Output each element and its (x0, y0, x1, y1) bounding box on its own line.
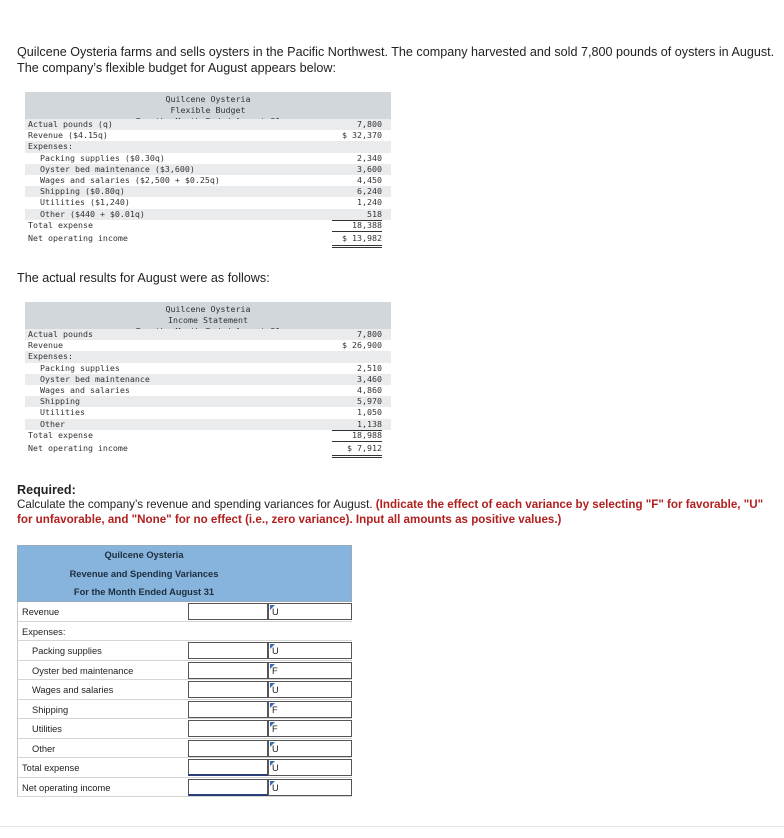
row-value: 5,970 (357, 396, 382, 407)
row-label: Shipping (32, 704, 69, 715)
packing-supplies-effect-select[interactable] (268, 642, 352, 659)
total-expense-effect-select[interactable] (268, 759, 352, 776)
revenue-variance-row (17, 602, 352, 622)
revenue-variance-input[interactable] (188, 603, 268, 620)
row-value: 1,050 (357, 407, 382, 418)
row-label: Total expense (28, 429, 93, 440)
row-value: $ 7,912 (332, 441, 382, 458)
expense-row (25, 197, 391, 208)
row-label: Packing supplies (40, 362, 120, 373)
total-expense-row (25, 430, 391, 441)
oyster-bed-maintenance-input[interactable] (188, 662, 268, 679)
required-instruction: (Indicate the effect of each variance by selecting "F" for favorable, "U" for unfavorable, and "None" for no effect (i.e., zero variance). Input all amounts as positive values.) (17, 498, 764, 526)
row-label: Oyster bed maintenance (40, 373, 150, 384)
expense-row (25, 407, 391, 418)
row-label: Packing supplies ($0.30q) (40, 152, 165, 163)
total-expense-row (25, 220, 391, 231)
other-effect-select[interactable] (268, 740, 352, 757)
row-value: 518 (332, 209, 382, 221)
net-operating-income-input[interactable] (188, 779, 268, 796)
row-label: Other ($440 + $0.01q) (40, 208, 145, 219)
row-label: Utilities ($1,240) (40, 197, 130, 208)
row-label: Shipping (40, 396, 80, 407)
row-label: Utilities (32, 724, 62, 734)
expense-row (25, 374, 391, 385)
actual-pounds-row (25, 329, 391, 340)
expense-row (25, 396, 391, 407)
expense-row (25, 175, 391, 186)
row-value: 7,800 (357, 119, 382, 129)
variance-period: For the Month Ended August 31 (73, 587, 215, 597)
expense-row (25, 209, 391, 220)
row-label: Actual pounds (28, 329, 93, 339)
row-value: $ 26,900 (332, 340, 382, 352)
revenue-row (25, 340, 391, 351)
selected-effect: U (272, 763, 279, 773)
row-value: 1,138 (332, 419, 382, 431)
shipping-row (17, 700, 352, 720)
intro-paragraph: Quilcene Oysteria farms and sells oysters in the Pacific Northwest. The company harvested and sold 7,800 pounds of oysters in August. The company’s flexible budget for August appears below: (17, 45, 775, 75)
row-label: Total expense (22, 763, 80, 773)
variance-table (17, 545, 352, 797)
page-divider (0, 826, 784, 827)
expense-row (25, 385, 391, 396)
row-label: Total expense (28, 219, 93, 230)
row-label: Wages and salaries (32, 685, 114, 695)
wages-and-salaries-effect-select[interactable] (268, 681, 352, 698)
expense-row (25, 186, 391, 197)
row-label: Oyster bed maintenance ($3,600) (40, 163, 195, 174)
statement-title: Income Statement (168, 315, 248, 325)
net-operating-income-row (25, 441, 391, 455)
row-value: $ 13,982 (332, 231, 382, 248)
statement-title: Flexible Budget (170, 105, 246, 115)
row-label: Expenses: (22, 626, 66, 637)
results-intro: The actual results for August were as follows: (17, 271, 270, 285)
packing-supplies-input[interactable] (188, 642, 268, 659)
row-label: Revenue (22, 607, 60, 617)
row-value: 18,388 (332, 220, 382, 232)
expense-row (25, 363, 391, 374)
shipping-effect-select[interactable] (268, 701, 352, 718)
expense-row (25, 419, 391, 430)
other-input[interactable] (188, 740, 268, 757)
row-value: 3,460 (357, 373, 382, 384)
variance-title: Revenue and Spending Variances (69, 569, 219, 579)
selected-effect: F (272, 704, 278, 715)
expense-row (25, 153, 391, 164)
wages-and-salaries-row (17, 680, 352, 700)
row-label: Oyster bed maintenance (32, 665, 134, 676)
selected-effect: U (272, 743, 279, 754)
row-label: Other (40, 418, 65, 429)
row-label: Net operating income (28, 442, 128, 453)
selected-effect: U (272, 646, 279, 656)
row-label: Expenses: (28, 141, 73, 152)
oyster-bed-maintenance-row (17, 661, 352, 681)
net-operating-income-row (25, 231, 391, 245)
expenses-heading (25, 351, 391, 362)
expenses-heading (25, 141, 391, 152)
actual-pounds-row (25, 119, 391, 130)
total-expense-input[interactable] (188, 759, 268, 776)
row-value: 7,800 (357, 329, 382, 339)
required-text (17, 497, 777, 527)
row-value: 4,450 (357, 174, 382, 185)
revenue-row (25, 130, 391, 141)
utilities-row (17, 719, 352, 739)
selected-effect: U (272, 685, 279, 695)
utilities-effect-select[interactable] (268, 720, 352, 737)
total-expense-row (17, 758, 352, 778)
oyster-bed-maintenance-effect-select[interactable] (268, 662, 352, 679)
row-label: Other (32, 743, 56, 754)
income-statement (25, 302, 391, 455)
row-label: Wages and salaries (40, 384, 130, 395)
row-label: Expenses: (28, 351, 73, 362)
row-value: $ 32,370 (332, 130, 382, 142)
row-label: Net operating income (22, 782, 111, 793)
selected-effect: F (272, 665, 278, 676)
flexible-budget-statement (25, 92, 391, 245)
packing-supplies-row (17, 641, 352, 661)
row-label: Shipping ($0.80q) (40, 186, 125, 197)
selected-effect: F (272, 724, 278, 734)
selected-effect: U (272, 782, 279, 793)
row-value: 18,988 (332, 430, 382, 442)
selected-effect: U (272, 607, 279, 617)
variance-table-header (17, 545, 352, 602)
row-value: 1,240 (357, 197, 382, 208)
wages-and-salaries-input[interactable] (188, 681, 268, 698)
variance-company: Quilcene Oysteria (104, 550, 184, 560)
row-label: Packing supplies (32, 646, 102, 656)
row-value: 6,240 (357, 186, 382, 197)
required-question: Calculate the company’s revenue and spending variances for August. (17, 498, 373, 511)
expenses-heading-row (17, 622, 352, 642)
row-value: 4,860 (357, 384, 382, 395)
net-operating-income-effect-select[interactable] (268, 779, 352, 796)
revenue-effect-select[interactable] (268, 603, 352, 620)
row-label: Actual pounds (q) (28, 119, 113, 129)
row-value: 2,340 (357, 152, 382, 163)
utilities-input[interactable] (188, 720, 268, 737)
statement-company: Quilcene Oysteria (165, 94, 251, 104)
shipping-input[interactable] (188, 701, 268, 718)
net-operating-income-row (17, 778, 352, 798)
other-row (17, 739, 352, 759)
row-value: 3,600 (357, 163, 382, 174)
row-label: Revenue ($4.15q) (28, 130, 108, 141)
expense-row (25, 164, 391, 175)
row-label: Net operating income (28, 232, 128, 243)
row-value: 2,510 (357, 362, 382, 373)
required-title: Required: (17, 483, 76, 497)
statement-company: Quilcene Oysteria (165, 304, 251, 314)
row-label: Utilities (40, 407, 85, 418)
row-label: Revenue (28, 340, 63, 351)
row-label: Wages and salaries ($2,500 + $0.25q) (40, 174, 220, 185)
